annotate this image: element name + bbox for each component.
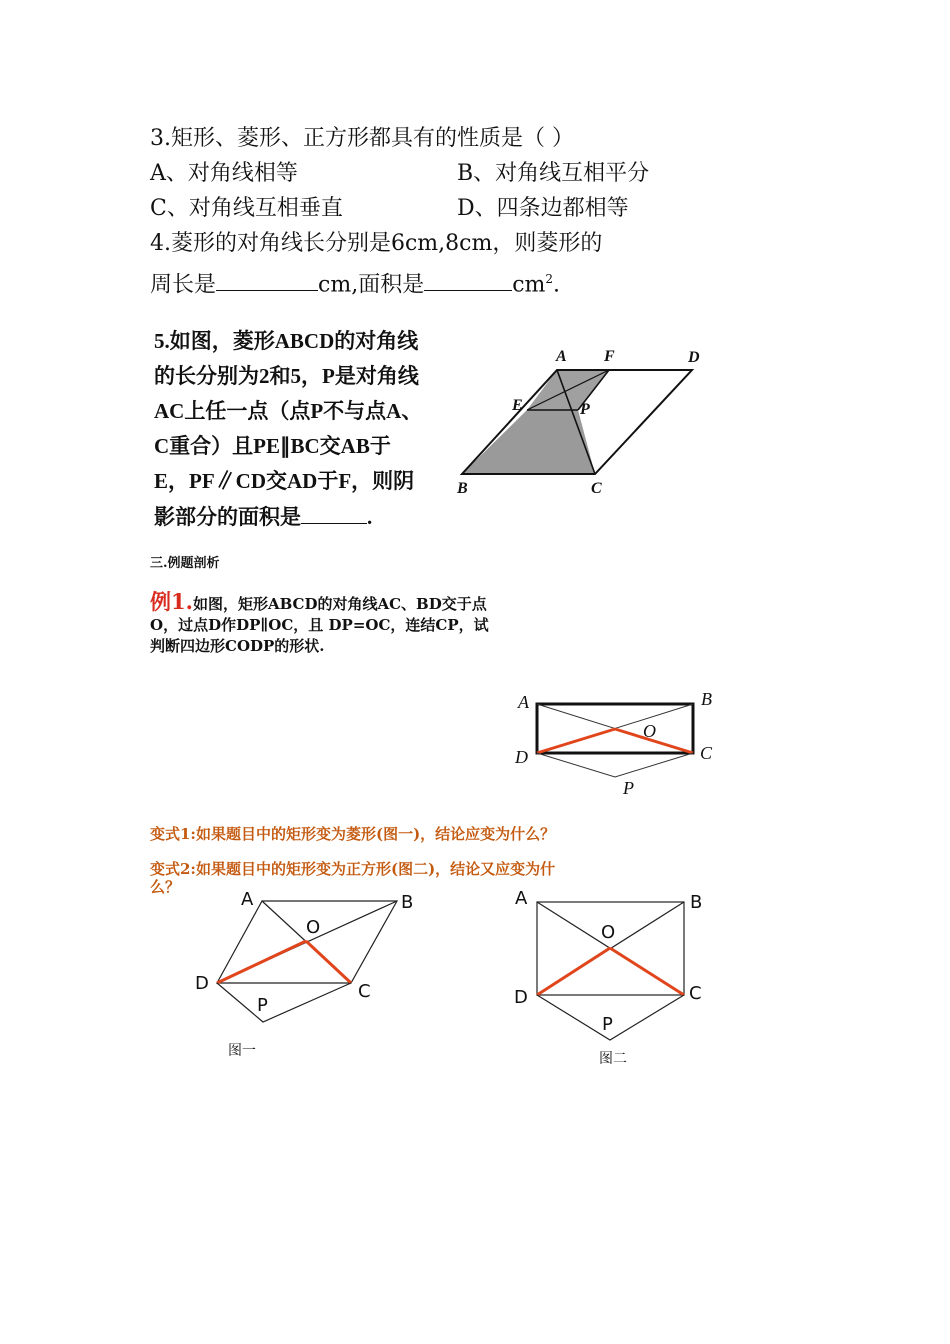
q5-line-2: 的长分别为2和5，P是对角线: [154, 364, 419, 388]
q4-area-label: cm,面积是: [318, 272, 425, 298]
q5-line-5: E，PF∥CD交AD于F，则阴: [154, 469, 415, 493]
q3-option-a: A、对角线相等: [150, 161, 298, 186]
fig2-label-o: O: [601, 922, 616, 943]
q4-perimeter-label: 周长是: [150, 272, 217, 298]
fig2-segment-do: [537, 948, 610, 995]
variant2-line2: 么？: [150, 878, 181, 896]
fig2-caption: 图二: [599, 1051, 627, 1067]
ex1-label-o: O: [643, 721, 656, 741]
ex1-label-d: D: [515, 747, 528, 767]
fig1-label-o: O: [306, 917, 321, 938]
fig1-label-b: B: [401, 892, 414, 913]
q3-option-d: D、四条边都相等: [457, 196, 629, 221]
fig2-label-a: A: [515, 888, 528, 909]
fig2-segment-oc: [610, 948, 684, 995]
q5-label-d: D: [688, 349, 700, 366]
fig1-caption: 图一: [228, 1043, 256, 1059]
q5-last-text: 影部分的面积是: [154, 505, 301, 529]
q5-label-p: P: [580, 401, 590, 418]
fig1-label-p: P: [257, 995, 268, 1016]
q5-label-b: B: [457, 480, 468, 497]
fig2-label-d: D: [514, 987, 528, 1008]
variant2-line1: 变式2:如果题目中的矩形变为正方形(图二)，结论又应变为什: [150, 860, 556, 878]
q5-line-4: C重合）且PE∥BC交AB于: [154, 434, 391, 458]
ex1-label-p: P: [623, 778, 634, 798]
q4-unit-sup: 2: [545, 272, 554, 286]
q4-unit: cm: [512, 272, 546, 298]
fig1-label-a: A: [241, 889, 254, 910]
example1-line3: 判断四边形CODP的形状.: [150, 637, 325, 655]
ex1-label-a: A: [518, 692, 529, 712]
ex1-label-b: B: [701, 689, 712, 709]
fig2-label-b: B: [690, 892, 703, 913]
q4-end: .: [553, 272, 561, 298]
variant1-text: 变式1:如果题目中的矩形变为菱形(图一)，结论应变为什么？: [150, 825, 556, 843]
q3-option-c: C、对角线互相垂直: [150, 196, 343, 221]
q4-line1: 4.菱形的对角线长分别是6cm,8cm，则菱形的: [150, 231, 603, 256]
ex1-label-c: C: [700, 743, 713, 763]
example1-text1: 如图，矩形ABCD的对角线AC、BD交于点: [192, 595, 487, 613]
q5-line-3: AC上任一点（点P不与点A、: [154, 399, 423, 423]
q3-option-b: B、对角线互相平分: [457, 161, 650, 186]
fig2-label-c: C: [689, 983, 702, 1004]
q5-label-f: F: [604, 348, 615, 365]
section-title: 三.例题剖析: [150, 556, 220, 571]
fig2-label-p: P: [602, 1014, 613, 1035]
example1-tag: 例1.: [150, 589, 193, 614]
q5-label-c: C: [591, 480, 602, 497]
fig1-label-c: C: [358, 981, 371, 1002]
fig1-label-d: D: [195, 973, 209, 994]
q5-label-a: A: [556, 348, 567, 365]
example1-line2: O，过点D作DP∥OC，且 DP=OC，连结CP，试: [150, 616, 489, 634]
q5-last-end: .: [367, 505, 373, 529]
q5-label-e: E: [512, 397, 523, 414]
q5-line-1: 5.如图，菱形ABCD的对角线: [154, 329, 419, 353]
q3-stem: 3.矩形、菱形、正方形都具有的性质是（ ）: [150, 126, 574, 151]
